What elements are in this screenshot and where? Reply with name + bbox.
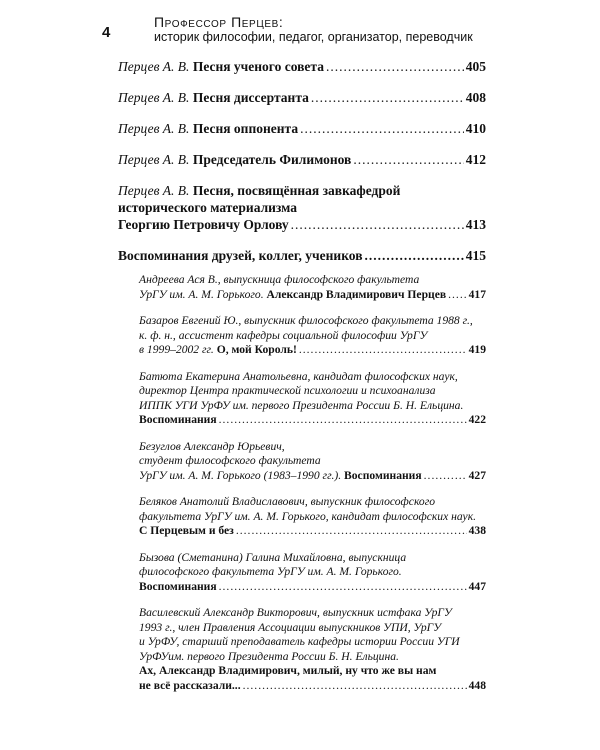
- memoir-author-line: Андреева Ася В., выпускница философского факультета: [139, 273, 420, 286]
- memoir-page: 417: [468, 287, 486, 301]
- entry-title: Песня ученого совета: [192, 59, 324, 74]
- memoir-author-line: и УрФУ, старший преподаватель кафедры истории России УГИ: [139, 635, 460, 648]
- entry-title-line: исторического материализма: [118, 200, 298, 215]
- page-number: 4: [102, 24, 111, 41]
- memoir-author-line: Василевский Александр Викторович, выпускник истфака УрГУ: [139, 606, 452, 619]
- memoir-author-line: Безуглов Александр Юрьевич,: [139, 439, 285, 453]
- dot-leader: [236, 524, 467, 539]
- memoir-author-line: Беляков Анатолий Владиславович, выпускник философского: [139, 495, 436, 508]
- memoir-entry[interactable]: [118, 273, 486, 302]
- memoir-page: 422: [468, 413, 486, 426]
- entry-title-line: Песня, посвящённая завкафедрой: [192, 183, 401, 198]
- toc-entry[interactable]: [118, 89, 486, 106]
- entry-page: 405: [465, 59, 486, 74]
- memoir-entry[interactable]: [118, 440, 486, 484]
- section-heading[interactable]: [118, 248, 486, 264]
- section-page: 415: [465, 248, 486, 263]
- entry-author: Перцев А. В.: [118, 152, 190, 167]
- entry-page: 413: [465, 217, 486, 232]
- toc-entry[interactable]: [118, 151, 486, 168]
- dot-leader: [424, 469, 467, 484]
- memoir-title: С Перцевым и без: [139, 524, 234, 537]
- entry-title: Председатель Филимонов: [192, 152, 352, 167]
- memoir-author-line: УрГУ им. А. М. Горького (1983–1990 гг.).: [139, 468, 342, 482]
- toc-entry[interactable]: [118, 182, 486, 233]
- memoir-page: 448: [468, 678, 486, 692]
- toc-entry[interactable]: [118, 58, 486, 75]
- dot-leader: [291, 216, 464, 233]
- memoir-entry[interactable]: [118, 606, 486, 693]
- memoir-author-line: Базаров Евгений Ю., выпускник философского факультета 1988 г.,: [139, 314, 473, 327]
- memoir-author-line: в 1999–2002 гг.: [139, 343, 214, 356]
- memoir-author-line: факультета УрГУ им. А. М. Горького, кандидат философских наук.: [139, 509, 477, 523]
- book-subtitle: историк философии, педагог, организатор, переводчик: [154, 30, 473, 44]
- memoir-entry[interactable]: [118, 370, 486, 428]
- memoir-author-line: ИППК УГИ УрФУ им. первого Президента России Б. Н. Ельцина.: [139, 398, 464, 412]
- entry-author: Перцев А. В.: [118, 90, 190, 105]
- dot-leader: [326, 58, 464, 75]
- entry-page: 412: [465, 152, 486, 167]
- entry-author: Перцев А. В.: [118, 59, 190, 74]
- memoir-title: не всё рассказали...: [139, 678, 241, 692]
- table-of-contents: [118, 58, 486, 693]
- dot-leader: [300, 120, 464, 137]
- memoir-entry[interactable]: [118, 314, 486, 358]
- memoir-page: 427: [468, 468, 486, 482]
- memoir-title: Воспоминания: [344, 468, 422, 482]
- memoir-author-line: УрГУ им. А. М. Горького.: [139, 287, 264, 301]
- memoir-author-line: студент философского факультета: [139, 454, 321, 467]
- section-title: Воспоминания друзей, коллег, учеников: [118, 248, 363, 263]
- dot-leader: [219, 413, 467, 428]
- dot-leader: [311, 89, 464, 106]
- memoir-entry[interactable]: [118, 495, 486, 539]
- memoir-author-line: Бызова (Сметанина) Галина Михайловна, выпускница: [139, 550, 407, 564]
- memoir-title: Воспоминания: [139, 579, 217, 593]
- memoir-title: О, мой Король!: [216, 343, 297, 356]
- memoir-author-line: Батюта Екатерина Анатольевна, кандидат философских наук,: [139, 369, 458, 383]
- toc-entry[interactable]: [118, 120, 486, 137]
- running-header: [102, 14, 473, 45]
- memoir-title: Ах, Александр Владимирович, милый, ну что же вы нам: [139, 664, 437, 677]
- dot-leader: [448, 288, 466, 303]
- memoir-page: 447: [468, 579, 486, 593]
- memoir-title: Александр Владимирович Перцев: [266, 287, 447, 301]
- dot-leader: [353, 151, 463, 168]
- dot-leader: [365, 248, 464, 264]
- memoir-title: Воспоминания: [139, 413, 217, 426]
- dot-leader: [219, 580, 467, 595]
- entry-title-line: Георгию Петровичу Орлову: [118, 217, 289, 232]
- book-title: Профессор Перцев:: [154, 14, 284, 30]
- entry-page: 408: [465, 90, 486, 105]
- memoir-entry[interactable]: [118, 551, 486, 595]
- entry-title: Песня оппонента: [192, 121, 299, 136]
- entry-author: Перцев А. В.: [118, 183, 190, 198]
- memoir-author-line: УрФУим. первого Президента России Б. Н. Ельцина.: [139, 649, 399, 663]
- memoir-author-line: 1993 г., член Правления Ассоциации выпускников УПИ, УрГУ: [139, 620, 442, 634]
- dot-leader: [299, 343, 467, 358]
- memoir-page: 419: [468, 343, 486, 356]
- memoir-page: 438: [468, 524, 486, 537]
- entry-title: Песня диссертанта: [192, 90, 309, 105]
- entry-page: 410: [465, 121, 486, 136]
- memoir-author-line: директор Центра практической психологии и психоанализа: [139, 384, 436, 397]
- memoir-author-line: к. ф. н., ассистент кафедры социальной философии УрГУ: [139, 328, 428, 342]
- entry-author: Перцев А. В.: [118, 121, 190, 136]
- dot-leader: [243, 679, 467, 694]
- memoir-author-line: философского факультета УрГУ им. А. М. Горького.: [139, 565, 402, 578]
